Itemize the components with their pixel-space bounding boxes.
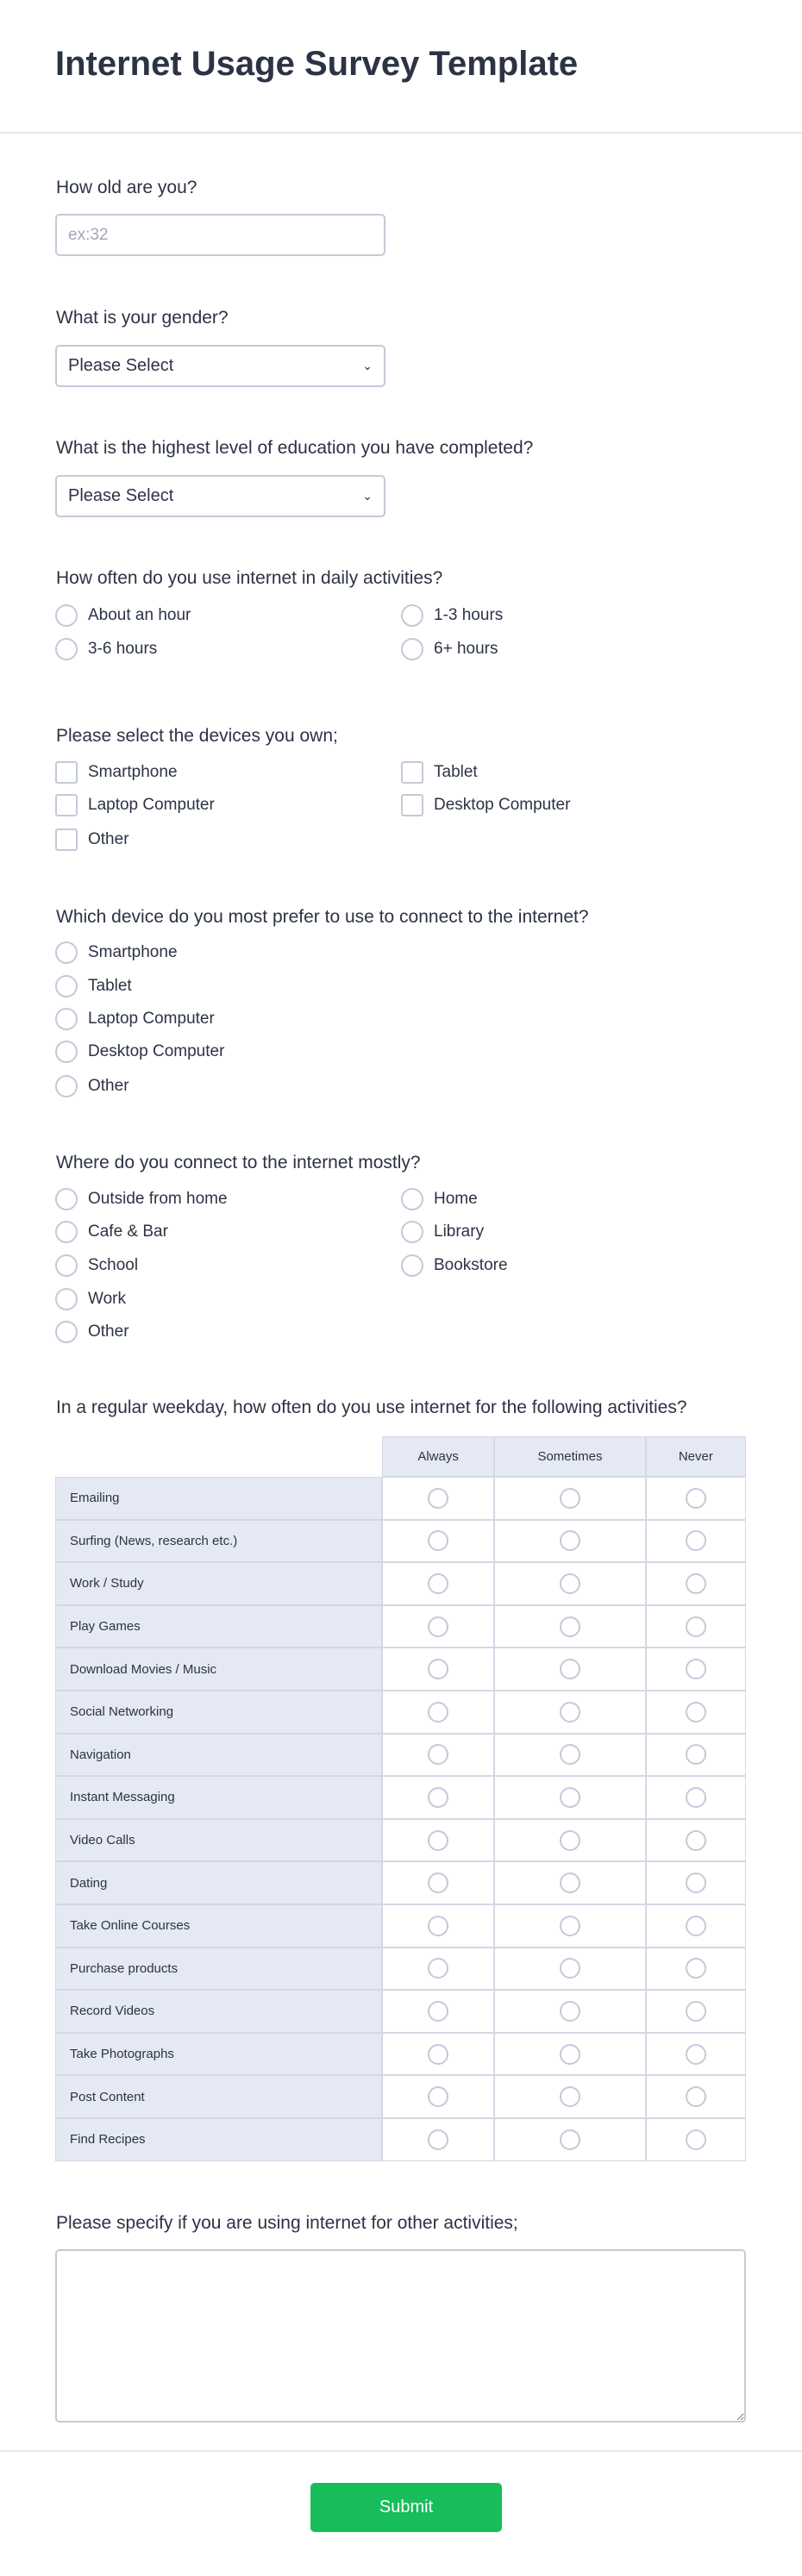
radio-button[interactable] <box>686 2044 706 2065</box>
radio-button[interactable] <box>55 975 78 997</box>
daily-label: How often do you use internet in daily activities? <box>56 568 443 588</box>
prefer-option[interactable] <box>55 975 132 997</box>
matrix-cell <box>646 1691 746 1734</box>
radio-button[interactable] <box>560 1787 580 1808</box>
matrix-cell <box>382 1904 494 1948</box>
radio-button[interactable] <box>401 1221 423 1243</box>
table-row <box>55 1734 746 1777</box>
radio-button[interactable] <box>428 1958 448 1979</box>
where-option[interactable] <box>55 1254 138 1277</box>
option-label: Bookstore <box>434 1256 508 1274</box>
matrix-cell <box>646 1734 746 1777</box>
option-label: Desktop Computer <box>88 1042 225 1060</box>
radio-button[interactable] <box>428 1488 448 1509</box>
where-option[interactable] <box>401 1188 478 1210</box>
matrix-cell <box>494 1520 645 1563</box>
matrix-row-label: Navigation <box>55 1734 382 1777</box>
matrix-cell <box>382 1776 494 1819</box>
radio-button[interactable] <box>686 1873 706 1893</box>
matrix-row-label: Download Movies / Music <box>55 1648 382 1691</box>
table-row <box>55 1861 746 1904</box>
devices-option[interactable] <box>401 761 478 784</box>
radio-button[interactable] <box>428 1916 448 1936</box>
table-row <box>55 1520 746 1563</box>
matrix-cell <box>494 1562 645 1605</box>
radio-button[interactable] <box>560 1702 580 1723</box>
matrix-cell <box>646 1776 746 1819</box>
footer-divider <box>0 2450 802 2452</box>
option-label: 6+ hours <box>434 640 498 658</box>
radio-button[interactable] <box>428 1616 448 1637</box>
matrix-cell <box>382 2118 494 2161</box>
checkbox[interactable] <box>55 794 78 816</box>
matrix-cell <box>494 1648 645 1691</box>
matrix-cell <box>646 1904 746 1948</box>
matrix-column-header: Never <box>646 1436 746 1477</box>
radio-button[interactable] <box>560 1916 580 1936</box>
radio-button[interactable] <box>560 1530 580 1551</box>
matrix-row-label: Emailing <box>55 1477 382 1520</box>
page-title: Internet Usage Survey Template <box>55 45 579 83</box>
radio-button[interactable] <box>401 1254 423 1277</box>
devices-option[interactable] <box>401 794 570 816</box>
age-input[interactable] <box>55 214 385 256</box>
radio-button[interactable] <box>686 1488 706 1509</box>
matrix-row-label: Dating <box>55 1861 382 1904</box>
prefer-option[interactable] <box>55 1075 129 1097</box>
radio-button[interactable] <box>428 1530 448 1551</box>
radio-button[interactable] <box>686 2086 706 2107</box>
matrix-cell <box>646 1948 746 1991</box>
radio-button[interactable] <box>55 941 78 964</box>
gender-select[interactable] <box>55 345 385 387</box>
table-row <box>55 1776 746 1819</box>
radio-button[interactable] <box>560 1573 580 1594</box>
option-label: Laptop Computer <box>88 796 215 814</box>
matrix-cell <box>382 2075 494 2118</box>
radio-button[interactable] <box>560 1659 580 1679</box>
radio-button[interactable] <box>686 1659 706 1679</box>
where-option[interactable] <box>401 1254 508 1277</box>
matrix-row-label: Post Content <box>55 2075 382 2118</box>
submit-button[interactable]: Submit <box>310 2483 502 2532</box>
matrix-cell <box>382 1562 494 1605</box>
matrix-row-label: Play Games <box>55 1605 382 1648</box>
radio-button[interactable] <box>686 2129 706 2150</box>
where-option[interactable] <box>55 1321 129 1343</box>
matrix-column-header: Always <box>382 1436 494 1477</box>
matrix-cell <box>646 1648 746 1691</box>
radio-button[interactable] <box>428 1702 448 1723</box>
prefer-option[interactable] <box>55 1008 215 1030</box>
matrix-cell <box>382 1819 494 1862</box>
checkbox[interactable] <box>55 828 78 851</box>
radio-button[interactable] <box>428 1573 448 1594</box>
matrix-row-label: Find Recipes <box>55 2118 382 2161</box>
option-label: About an hour <box>88 606 191 624</box>
option-label: School <box>88 1256 139 1274</box>
option-label: Other <box>88 1077 129 1095</box>
option-label: Other <box>88 1322 129 1341</box>
matrix-row-label: Record Videos <box>55 1990 382 2033</box>
matrix-cell <box>646 1819 746 1862</box>
matrix-cell <box>494 2075 645 2118</box>
daily-option[interactable] <box>401 604 503 627</box>
radio-button[interactable] <box>428 1744 448 1765</box>
matrix-row-label: Instant Messaging <box>55 1776 382 1819</box>
matrix-cell <box>646 2075 746 2118</box>
matrix-cell <box>646 1605 746 1648</box>
where-option[interactable] <box>401 1221 484 1243</box>
radio-button[interactable] <box>686 1830 706 1851</box>
radio-button[interactable] <box>560 2044 580 2065</box>
where-option[interactable] <box>55 1188 228 1210</box>
radio-button[interactable] <box>428 1659 448 1679</box>
chevron-down-icon: ⌄ <box>362 489 373 503</box>
matrix-cell <box>382 1948 494 1991</box>
matrix-corner <box>55 1436 382 1477</box>
gender-select-value: Please Select <box>68 356 174 375</box>
option-label: Desktop Computer <box>434 796 571 814</box>
radio-button[interactable] <box>560 1958 580 1979</box>
table-row <box>55 1605 746 1648</box>
matrix-cell <box>494 1776 645 1819</box>
devices-option[interactable] <box>55 828 129 851</box>
radio-button[interactable] <box>55 638 78 660</box>
radio-button[interactable] <box>55 1288 78 1310</box>
radio-button[interactable] <box>428 1873 448 1893</box>
option-label: Tablet <box>88 977 132 995</box>
radio-button[interactable] <box>686 1530 706 1551</box>
table-row <box>55 2033 746 2076</box>
radio-button[interactable] <box>560 2086 580 2107</box>
matrix-cell <box>494 2118 645 2161</box>
matrix-cell <box>382 1605 494 1648</box>
radio-button[interactable] <box>560 1873 580 1893</box>
radio-button[interactable] <box>560 2001 580 2022</box>
checkbox[interactable] <box>401 761 423 784</box>
radio-button[interactable] <box>686 1616 706 1637</box>
matrix-cell <box>494 1691 645 1734</box>
option-label: Cafe & Bar <box>88 1222 168 1241</box>
radio-button[interactable] <box>428 1830 448 1851</box>
option-label: Outside from home <box>88 1190 228 1208</box>
radio-button[interactable] <box>686 1573 706 1594</box>
radio-button[interactable] <box>428 2001 448 2022</box>
option-label: 1-3 hours <box>434 606 504 624</box>
matrix-cell <box>382 1691 494 1734</box>
radio-button[interactable] <box>560 1744 580 1765</box>
where-option[interactable] <box>55 1288 126 1310</box>
option-label: Library <box>434 1222 485 1241</box>
matrix-cell <box>494 1861 645 1904</box>
other-label: Please specify if you are using internet for other activities; <box>56 2213 518 2233</box>
age-label: How old are you? <box>56 178 197 197</box>
matrix-cell <box>494 1904 645 1948</box>
table-row <box>55 2118 746 2161</box>
radio-button[interactable] <box>55 1221 78 1243</box>
option-label: Smartphone <box>88 943 178 961</box>
matrix-row-label: Social Networking <box>55 1691 382 1734</box>
matrix-cell <box>382 1520 494 1563</box>
matrix-row-label: Work / Study <box>55 1562 382 1605</box>
devices-option[interactable] <box>55 794 215 816</box>
table-row <box>55 1691 746 1734</box>
checkbox[interactable] <box>55 761 78 784</box>
option-label: Laptop Computer <box>88 1010 215 1028</box>
devices-option[interactable] <box>55 761 178 784</box>
option-label: 3-6 hours <box>88 640 158 658</box>
matrix-row-label: Video Calls <box>55 1819 382 1862</box>
where-label: Where do you connect to the internet mostly? <box>56 1153 421 1172</box>
matrix-cell <box>494 1990 645 2033</box>
radio-button[interactable] <box>401 1188 423 1210</box>
chevron-down-icon: ⌄ <box>362 359 373 372</box>
matrix-column-header: Sometimes <box>494 1436 645 1477</box>
matrix-label: In a regular weekday, how often do you use internet for the following activities? <box>56 1397 687 1417</box>
matrix-cell <box>382 1990 494 2033</box>
radio-button[interactable] <box>55 604 78 627</box>
matrix-cell <box>646 1562 746 1605</box>
table-row <box>55 1990 746 2033</box>
matrix-cell <box>646 1477 746 1520</box>
radio-button[interactable] <box>55 1188 78 1210</box>
matrix-cell <box>382 2033 494 2076</box>
matrix-cell <box>382 1734 494 1777</box>
daily-option[interactable] <box>55 604 191 627</box>
matrix-cell <box>494 1477 645 1520</box>
daily-option[interactable] <box>55 638 157 660</box>
matrix-row-label: Take Online Courses <box>55 1904 382 1948</box>
matrix-row-label: Surfing (News, research etc.) <box>55 1520 382 1563</box>
matrix-cell <box>646 1990 746 2033</box>
radio-button[interactable] <box>686 1787 706 1808</box>
radio-button[interactable] <box>55 1041 78 1063</box>
radio-button[interactable] <box>55 1254 78 1277</box>
prefer-option[interactable] <box>55 1041 224 1063</box>
radio-button[interactable] <box>560 1488 580 1509</box>
matrix-cell <box>646 2033 746 2076</box>
where-option[interactable] <box>55 1221 168 1243</box>
option-label: Work <box>88 1290 126 1308</box>
education-label: What is the highest level of education you have completed? <box>56 438 534 458</box>
checkbox[interactable] <box>401 794 423 816</box>
radio-button[interactable] <box>686 1958 706 1979</box>
radio-button[interactable] <box>686 2001 706 2022</box>
table-row <box>55 1648 746 1691</box>
matrix-cell <box>494 1819 645 1862</box>
prefer-option[interactable] <box>55 941 178 964</box>
radio-button[interactable] <box>428 2129 448 2150</box>
matrix-row-label: Purchase products <box>55 1948 382 1991</box>
radio-button[interactable] <box>686 1916 706 1936</box>
matrix-cell <box>646 2118 746 2161</box>
matrix-cell <box>494 2033 645 2076</box>
activity-matrix <box>55 1436 746 2161</box>
radio-button[interactable] <box>55 1321 78 1343</box>
matrix-cell <box>494 1948 645 1991</box>
radio-button[interactable] <box>428 2044 448 2065</box>
radio-button[interactable] <box>401 604 423 627</box>
table-row <box>55 1948 746 1991</box>
prefer-label: Which device do you most prefer to use to connect to the internet? <box>56 907 589 927</box>
other-activities-textarea[interactable] <box>55 2249 746 2423</box>
matrix-cell <box>382 1861 494 1904</box>
radio-button[interactable] <box>55 1008 78 1030</box>
table-row <box>55 1819 746 1862</box>
matrix-cell <box>646 1520 746 1563</box>
matrix-row-label: Take Photographs <box>55 2033 382 2076</box>
form-header <box>0 0 802 134</box>
table-row <box>55 1477 746 1520</box>
radio-button[interactable] <box>428 2086 448 2107</box>
radio-button[interactable] <box>401 638 423 660</box>
gender-label: What is your gender? <box>56 308 229 328</box>
matrix-cell <box>646 1861 746 1904</box>
option-label: Home <box>434 1190 478 1208</box>
option-label: Tablet <box>434 763 478 781</box>
table-row <box>55 1904 746 1948</box>
devices-label: Please select the devices you own; <box>56 726 338 746</box>
option-label: Smartphone <box>88 763 178 781</box>
radio-button[interactable] <box>55 1075 78 1097</box>
radio-button[interactable] <box>428 1787 448 1808</box>
table-row <box>55 2075 746 2118</box>
radio-button[interactable] <box>560 1830 580 1851</box>
matrix-cell <box>382 1648 494 1691</box>
radio-button[interactable] <box>686 1744 706 1765</box>
daily-option[interactable] <box>401 638 498 660</box>
table-row <box>55 1562 746 1605</box>
matrix-cell <box>382 1477 494 1520</box>
matrix-cell <box>494 1734 645 1777</box>
radio-button[interactable] <box>686 1702 706 1723</box>
radio-button[interactable] <box>560 2129 580 2150</box>
education-select[interactable] <box>55 475 385 517</box>
education-select-value: Please Select <box>68 486 174 505</box>
matrix-cell <box>494 1605 645 1648</box>
radio-button[interactable] <box>560 1616 580 1637</box>
option-label: Other <box>88 830 129 848</box>
